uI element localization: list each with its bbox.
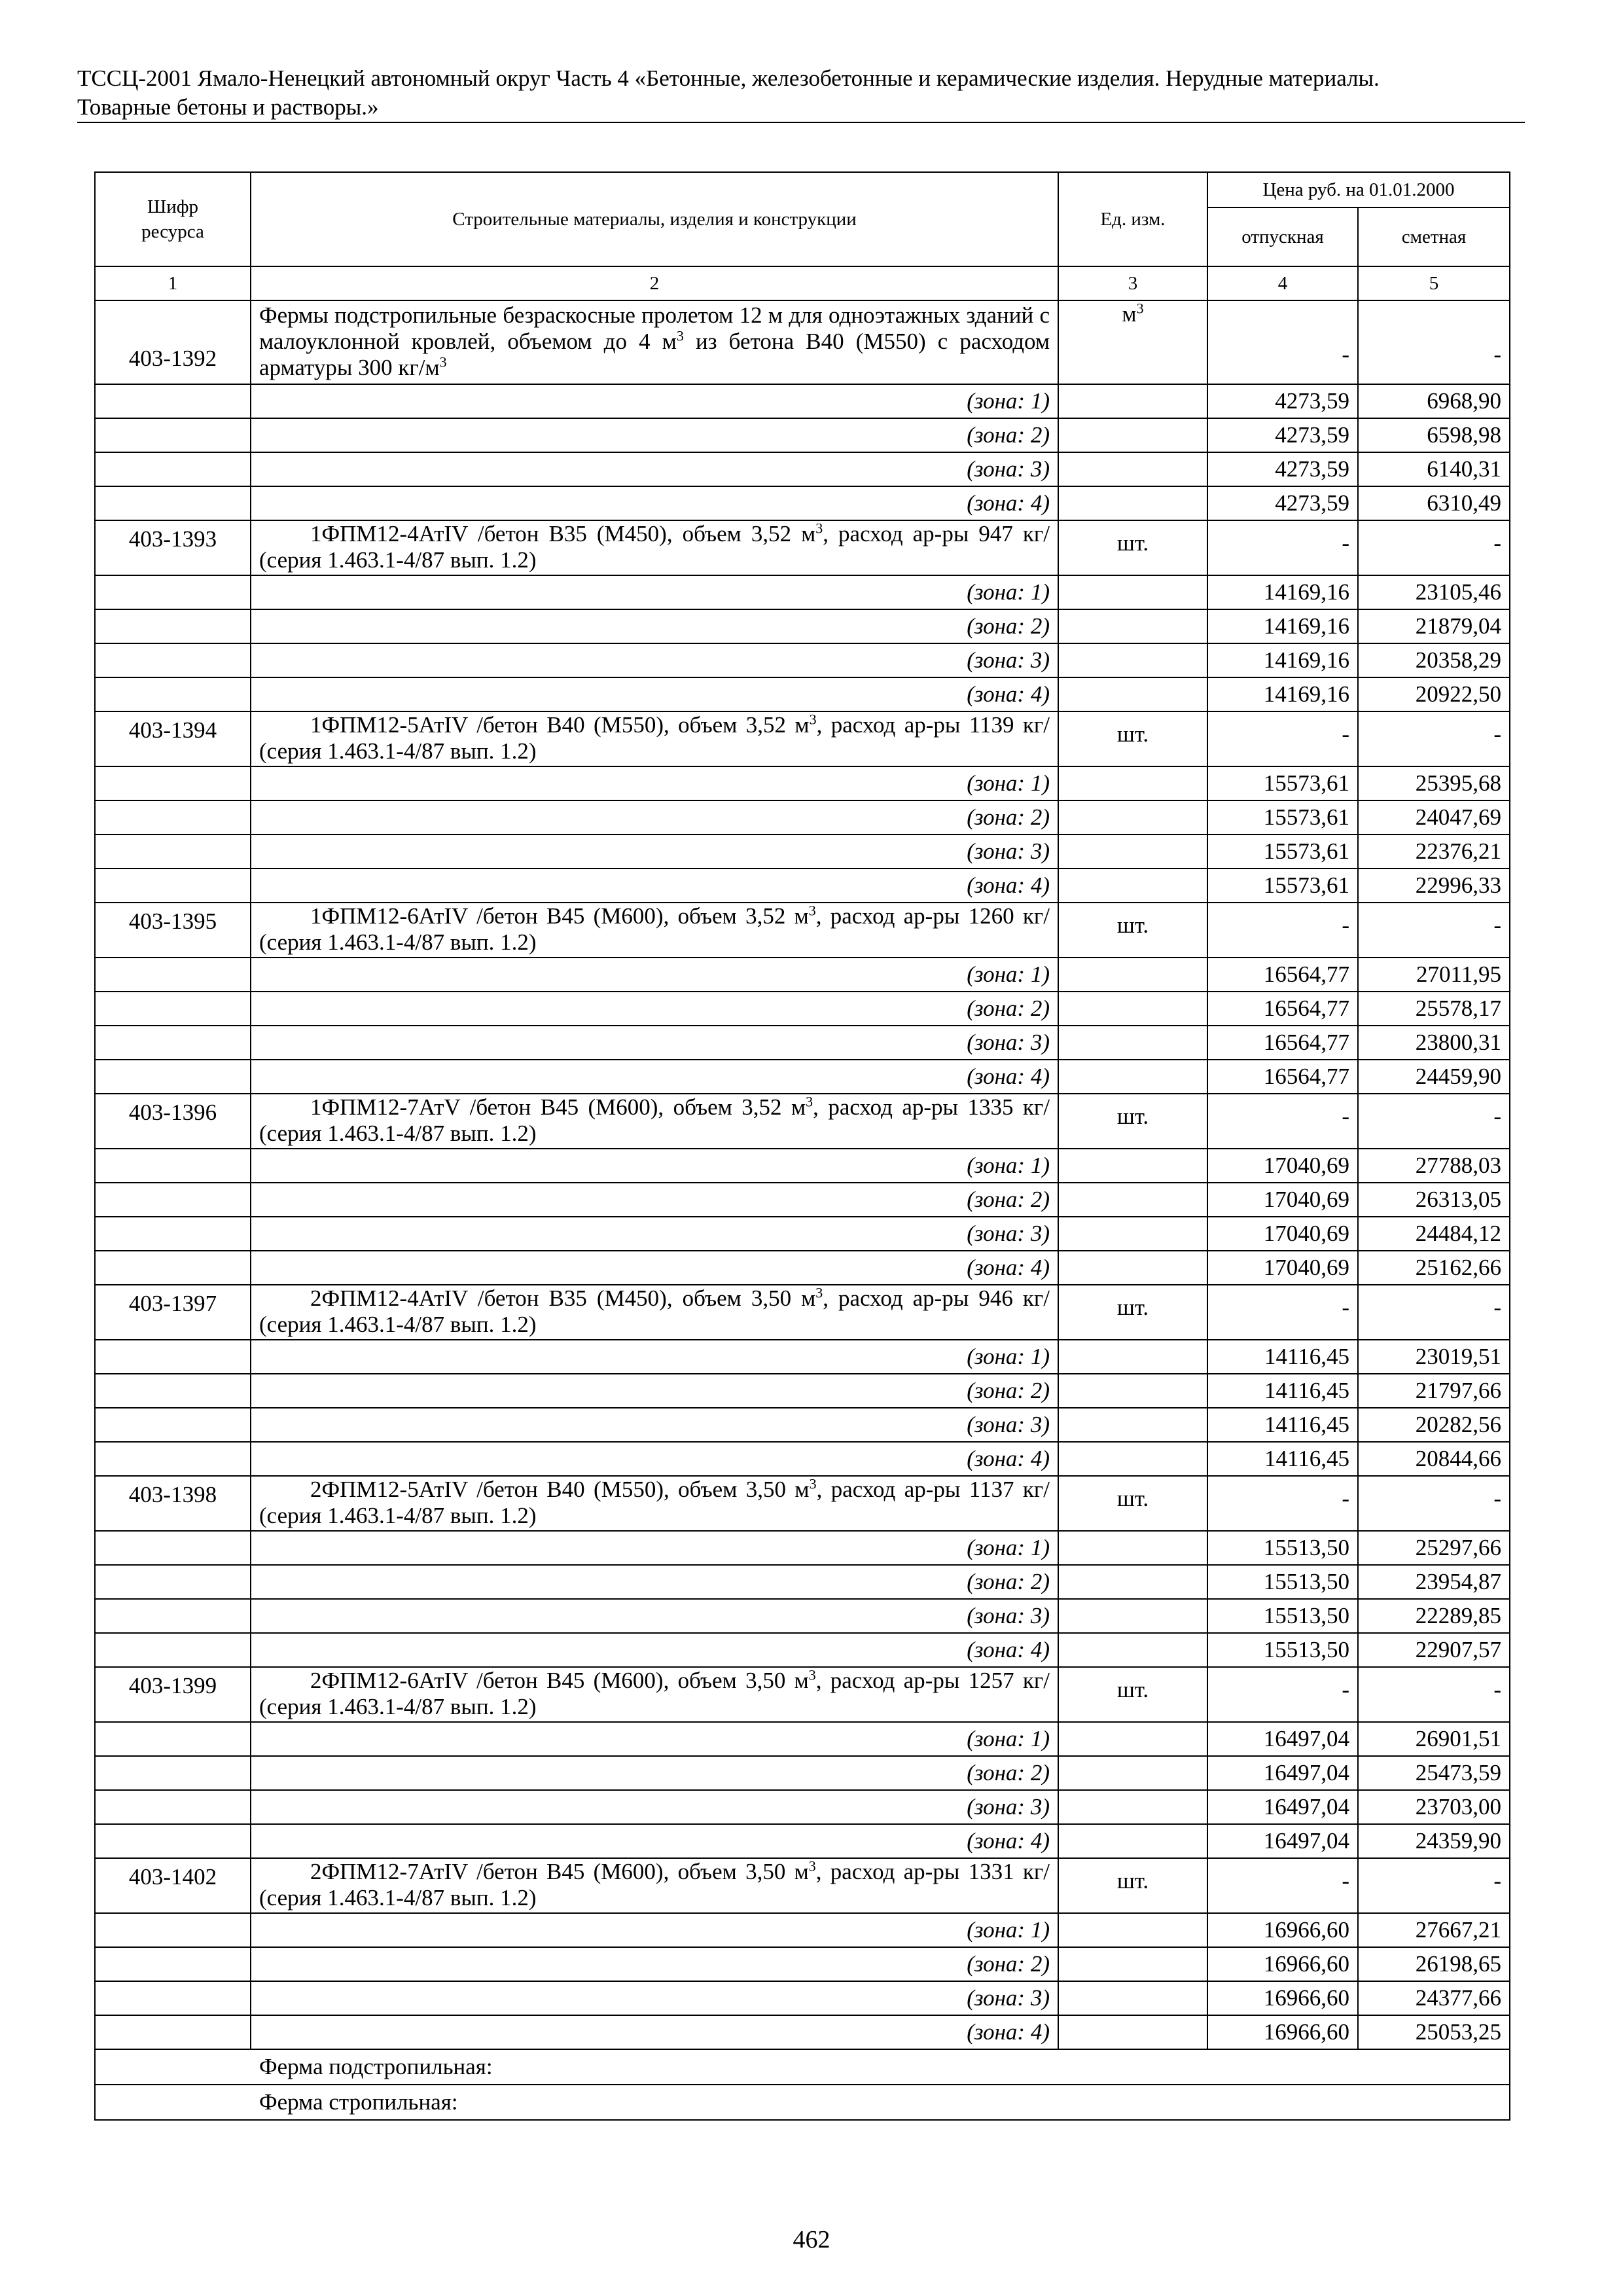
estimate-price: 26313,05	[1358, 1183, 1510, 1217]
item-unit: шт.	[1058, 1476, 1207, 1531]
item-sup: 3	[806, 1093, 813, 1110]
release-price: -	[1207, 1858, 1358, 1913]
zone-label: (зона: 3)	[251, 1217, 1058, 1251]
estimate-price: 6598,98	[1358, 418, 1510, 452]
release-price: 14169,16	[1207, 643, 1358, 677]
zone-label: (зона: 2)	[251, 1756, 1058, 1790]
table-row	[95, 1285, 1510, 1340]
zone-row	[95, 1599, 1510, 1633]
table-row	[95, 1094, 1510, 1149]
estimate-price: 22376,21	[1358, 834, 1510, 869]
release-price: 17040,69	[1207, 1183, 1358, 1217]
zone-label: (зона: 3)	[251, 1599, 1058, 1633]
release-price: 16497,04	[1207, 1824, 1358, 1858]
estimate-price: 25297,66	[1358, 1531, 1510, 1565]
release-price: 16497,04	[1207, 1756, 1358, 1790]
item-text: 1ФПМ12-5АтIV /бетон В40 (М550), объем 3,52 м	[310, 712, 810, 738]
estimate-price: 24377,66	[1358, 1981, 1510, 2015]
group-heading-text: Ферма стропильная:	[259, 2089, 458, 2115]
release-price: 15513,50	[1207, 1531, 1358, 1565]
running-header-line-2: Товарные бетоны и растворы.»	[77, 94, 379, 120]
col-number-2: 2	[251, 266, 1058, 300]
item-sup: 3	[808, 1857, 816, 1874]
item-text: , расход ар-ры 1139 кг/ (серия 1.463.1-4/87 вып. 1.2)	[259, 712, 1050, 764]
item-text: 1ФПМ12-4АтIV /бетон В35 (М450), объем 3,52 м	[310, 521, 816, 547]
item-unit: шт.	[1058, 520, 1207, 575]
zone-row	[95, 766, 1510, 800]
item-text: Фермы подстропильные безраскосные пролетом 12 м для одноэтажных зданий с малоуклонной кровлей, объемом до 4 м	[259, 302, 1050, 354]
estimate-price: 25395,68	[1358, 766, 1510, 800]
estimate-price: -	[1358, 1476, 1510, 1531]
zone-label: (зона: 4)	[251, 869, 1058, 903]
zone-row	[95, 1408, 1510, 1442]
release-price: 15573,61	[1207, 766, 1358, 800]
estimate-price: 27011,95	[1358, 958, 1510, 992]
zone-label: (зона: 4)	[251, 2015, 1058, 2049]
item-unit: шт.	[1058, 903, 1207, 958]
estimate-price: 24484,12	[1358, 1217, 1510, 1251]
item-unit-text: м	[1122, 301, 1137, 327]
table-row	[95, 1476, 1510, 1531]
item-sup: 3	[815, 1284, 823, 1301]
estimate-price: 27667,21	[1358, 1913, 1510, 1947]
col-number-4: 4	[1207, 266, 1358, 300]
item-text: 2ФПМ12-6АтIV /бетон В45 (М600), объем 3,50 м	[310, 1668, 809, 1693]
zone-label: (зона: 4)	[251, 486, 1058, 520]
zone-label: (зона: 4)	[251, 677, 1058, 711]
zone-row	[95, 1947, 1510, 1981]
item-unit: шт.	[1058, 1094, 1207, 1149]
zone-label: (зона: 3)	[251, 1790, 1058, 1824]
release-price: -	[1207, 711, 1358, 766]
release-price: 16564,77	[1207, 1026, 1358, 1060]
release-price: -	[1207, 1667, 1358, 1722]
group-heading-row	[95, 2049, 1510, 2085]
zone-label: (зона: 2)	[251, 800, 1058, 834]
table-row	[95, 903, 1510, 958]
zone-row	[95, 1340, 1510, 1374]
zone-label: (зона: 1)	[251, 766, 1058, 800]
item-text: , расход ар-ры 1331 кг/ (серия 1.463.1-4/87 вып. 1.2)	[259, 1859, 1050, 1910]
item-text: , расход ар-ры 947 кг/ (серия 1.463.1-4/87 вып. 1.2)	[259, 521, 1050, 573]
item-text: , расход ар-ры 1137 кг/ (серия 1.463.1-4/87 вып. 1.2)	[259, 1477, 1050, 1528]
estimate-price: 25053,25	[1358, 2015, 1510, 2049]
release-price: -	[1207, 300, 1358, 384]
estimate-price: 23703,00	[1358, 1790, 1510, 1824]
item-sup: 3	[808, 1666, 816, 1683]
zone-row	[95, 800, 1510, 834]
zone-label: (зона: 4)	[251, 1442, 1058, 1476]
zone-label: (зона: 2)	[251, 418, 1058, 452]
item-description	[251, 903, 1058, 958]
zone-label: (зона: 4)	[251, 1251, 1058, 1285]
item-text: 2ФПМ12-7АтIV /бетон В45 (М600), объем 3,50 м	[310, 1859, 809, 1884]
release-price: -	[1207, 520, 1358, 575]
release-price: 14169,16	[1207, 575, 1358, 609]
estimate-price: -	[1358, 300, 1510, 384]
release-price: 16564,77	[1207, 958, 1358, 992]
zone-row	[95, 1913, 1510, 1947]
col-number-1: 1	[95, 266, 251, 300]
item-text: 1ФПМ12-7АтV /бетон В45 (М600), объем 3,52 м	[310, 1094, 806, 1120]
release-price: 14169,16	[1207, 609, 1358, 643]
resource-code: 403-1397	[95, 1285, 251, 1340]
estimate-price: 22289,85	[1358, 1599, 1510, 1633]
zone-row	[95, 1183, 1510, 1217]
zone-row	[95, 1251, 1510, 1285]
zone-row	[95, 2015, 1510, 2049]
estimate-price: 24359,90	[1358, 1824, 1510, 1858]
item-description-text	[259, 521, 1050, 573]
resource-code: 403-1399	[95, 1667, 251, 1722]
item-description	[251, 711, 1058, 766]
group-heading	[95, 2049, 1510, 2085]
resource-code: 403-1402	[95, 1858, 251, 1913]
item-sup: 3	[676, 327, 684, 344]
col-header-code: Шифр ресурса	[95, 172, 251, 266]
estimate-price: 20282,56	[1358, 1408, 1510, 1442]
estimate-price: 25162,66	[1358, 1251, 1510, 1285]
release-price: -	[1207, 1476, 1358, 1531]
item-description-text	[259, 712, 1050, 764]
item-description	[251, 520, 1058, 575]
zone-row	[95, 1026, 1510, 1060]
release-price: 14116,45	[1207, 1408, 1358, 1442]
group-heading-text: Ферма подстропильная:	[259, 2054, 493, 2079]
item-unit: шт.	[1058, 1285, 1207, 1340]
item-description	[251, 1858, 1058, 1913]
estimate-price: 24047,69	[1358, 800, 1510, 834]
zone-row	[95, 1824, 1510, 1858]
resource-code: 403-1393	[95, 520, 251, 575]
item-description	[251, 1476, 1058, 1531]
table-body	[95, 300, 1510, 2120]
zone-label: (зона: 1)	[251, 1913, 1058, 1947]
zone-label: (зона: 2)	[251, 1183, 1058, 1217]
release-price: 14169,16	[1207, 677, 1358, 711]
zone-label: (зона: 2)	[251, 1947, 1058, 1981]
estimate-price: -	[1358, 903, 1510, 958]
running-header-line-1: ТССЦ-2001 Ямало-Ненецкий автономный округ Часть 4 «Бетонные, железобетонные и керамические изделия. Нерудные материалы.	[77, 65, 1380, 91]
estimate-price: 6968,90	[1358, 384, 1510, 418]
zone-row	[95, 1217, 1510, 1251]
table-row	[95, 711, 1510, 766]
estimate-price: 20844,66	[1358, 1442, 1510, 1476]
zone-label: (зона: 2)	[251, 1374, 1058, 1408]
zone-label: (зона: 3)	[251, 834, 1058, 869]
estimate-price: -	[1358, 1094, 1510, 1149]
zone-row	[95, 1790, 1510, 1824]
estimate-price: 23105,46	[1358, 575, 1510, 609]
release-price: 15573,61	[1207, 834, 1358, 869]
estimate-price: 6310,49	[1358, 486, 1510, 520]
release-price: 16564,77	[1207, 1060, 1358, 1094]
release-price: 17040,69	[1207, 1149, 1358, 1183]
release-price: 15513,50	[1207, 1599, 1358, 1633]
zone-row	[95, 1374, 1510, 1408]
estimate-price: -	[1358, 1858, 1510, 1913]
zone-label: (зона: 3)	[251, 1026, 1058, 1060]
release-price: 4273,59	[1207, 452, 1358, 486]
item-text: 2ФПМ12-4АтIV /бетон В35 (М450), объем 3,50 м	[310, 1285, 816, 1311]
zone-label: (зона: 2)	[251, 1565, 1058, 1599]
zone-row	[95, 1060, 1510, 1094]
zone-row	[95, 1565, 1510, 1599]
item-unit	[1058, 300, 1207, 384]
release-price: 17040,69	[1207, 1251, 1358, 1285]
zone-row	[95, 1531, 1510, 1565]
table-row	[95, 1858, 1510, 1913]
estimate-price: 25578,17	[1358, 992, 1510, 1026]
zone-label: (зона: 1)	[251, 958, 1058, 992]
item-description	[251, 1094, 1058, 1149]
zone-row	[95, 1722, 1510, 1756]
item-unit: шт.	[1058, 1858, 1207, 1913]
release-price: -	[1207, 1094, 1358, 1149]
resource-code: 403-1394	[95, 711, 251, 766]
release-price: 16497,04	[1207, 1722, 1358, 1756]
item-text: , расход ар-ры 946 кг/ (серия 1.463.1-4/87 вып. 1.2)	[259, 1285, 1050, 1337]
estimate-price: 6140,31	[1358, 452, 1510, 486]
item-sup: 3	[808, 902, 816, 919]
item-description-text	[259, 1477, 1050, 1529]
zone-row	[95, 1633, 1510, 1667]
item-sup: 3	[809, 1475, 817, 1492]
item-description	[251, 1285, 1058, 1340]
release-price: 17040,69	[1207, 1217, 1358, 1251]
release-price: 14116,45	[1207, 1340, 1358, 1374]
zone-row	[95, 384, 1510, 418]
release-price: 14116,45	[1207, 1442, 1358, 1476]
release-price: 4273,59	[1207, 486, 1358, 520]
resource-code: 403-1392	[95, 300, 251, 384]
running-header	[77, 64, 1497, 122]
zone-row	[95, 643, 1510, 677]
zone-row	[95, 452, 1510, 486]
estimate-price: 23800,31	[1358, 1026, 1510, 1060]
release-price: 15513,50	[1207, 1565, 1358, 1599]
item-sup: 3	[809, 711, 817, 728]
item-unit: шт.	[1058, 1667, 1207, 1722]
zone-label: (зона: 4)	[251, 1633, 1058, 1667]
estimate-price: 23954,87	[1358, 1565, 1510, 1599]
item-text: , расход ар-ры 1335 кг/ (серия 1.463.1-4/87 вып. 1.2)	[259, 1094, 1050, 1146]
item-unit: шт.	[1058, 711, 1207, 766]
estimate-price: 23019,51	[1358, 1340, 1510, 1374]
release-price: -	[1207, 903, 1358, 958]
zone-label: (зона: 4)	[251, 1060, 1058, 1094]
header-rule	[77, 122, 1525, 123]
estimate-price: -	[1358, 1667, 1510, 1722]
zone-row	[95, 958, 1510, 992]
zone-row	[95, 1756, 1510, 1790]
release-price: 16966,60	[1207, 1913, 1358, 1947]
col-header-estimate: сметная	[1358, 207, 1510, 266]
release-price: 16966,60	[1207, 1981, 1358, 2015]
zone-row	[95, 418, 1510, 452]
zone-row	[95, 1981, 1510, 2015]
estimate-price: 25473,59	[1358, 1756, 1510, 1790]
col-number-3: 3	[1058, 266, 1207, 300]
col-header-price: Цена руб. на 01.01.2000	[1207, 172, 1510, 207]
zone-row	[95, 677, 1510, 711]
item-description-text	[259, 1285, 1050, 1338]
zone-label: (зона: 1)	[251, 1340, 1058, 1374]
release-price: -	[1207, 1285, 1358, 1340]
item-text: , расход ар-ры 1257 кг/ (серия 1.463.1-4/87 вып. 1.2)	[259, 1668, 1050, 1719]
estimate-price: 20922,50	[1358, 677, 1510, 711]
estimate-price: -	[1358, 520, 1510, 575]
zone-label: (зона: 3)	[251, 643, 1058, 677]
estimate-price: -	[1358, 711, 1510, 766]
item-text: 1ФПМ12-6АтIV /бетон В45 (М600), объем 3,52 м	[310, 903, 809, 929]
estimate-price: 22996,33	[1358, 869, 1510, 903]
item-sup: 3	[439, 353, 447, 370]
col-number-5: 5	[1358, 266, 1510, 300]
estimate-price: 27788,03	[1358, 1149, 1510, 1183]
price-table	[94, 171, 1510, 2121]
estimate-price: 26198,65	[1358, 1947, 1510, 1981]
group-heading-row	[95, 2085, 1510, 2120]
item-text: из бетона В40 (М550) с расходом арматуры 300 кг/м	[259, 329, 1050, 380]
zone-row	[95, 869, 1510, 903]
zone-label: (зона: 3)	[251, 452, 1058, 486]
zone-row	[95, 1149, 1510, 1183]
zone-label: (зона: 1)	[251, 1149, 1058, 1183]
release-price: 14116,45	[1207, 1374, 1358, 1408]
estimate-price: -	[1358, 1285, 1510, 1340]
estimate-price: 24459,90	[1358, 1060, 1510, 1094]
zone-row	[95, 609, 1510, 643]
zone-row	[95, 992, 1510, 1026]
item-text: , расход ар-ры 1260 кг/ (серия 1.463.1-4/87 вып. 1.2)	[259, 903, 1050, 955]
release-price: 15573,61	[1207, 800, 1358, 834]
zone-label: (зона: 3)	[251, 1981, 1058, 2015]
col-header-release: отпускная	[1207, 207, 1358, 266]
item-description-text	[259, 1859, 1050, 1911]
release-price: 4273,59	[1207, 384, 1358, 418]
zone-label: (зона: 1)	[251, 1531, 1058, 1565]
zone-label: (зона: 4)	[251, 1824, 1058, 1858]
resource-code: 403-1396	[95, 1094, 251, 1149]
release-price: 16966,60	[1207, 2015, 1358, 2049]
release-price: 16564,77	[1207, 992, 1358, 1026]
item-description-text	[259, 903, 1050, 956]
col-header-unit: Ед. изм.	[1058, 172, 1207, 266]
item-description	[251, 1667, 1058, 1722]
zone-row	[95, 575, 1510, 609]
estimate-price: 21879,04	[1358, 609, 1510, 643]
zone-row	[95, 834, 1510, 869]
zone-label: (зона: 1)	[251, 384, 1058, 418]
zone-label: (зона: 2)	[251, 992, 1058, 1026]
release-price: 15573,61	[1207, 869, 1358, 903]
item-text: 2ФПМ12-5АтIV /бетон В40 (М550), объем 3,50 м	[310, 1477, 810, 1502]
table-row	[95, 1667, 1510, 1722]
estimate-price: 22907,57	[1358, 1633, 1510, 1667]
zone-label: (зона: 1)	[251, 575, 1058, 609]
page-number: 462	[793, 2226, 830, 2253]
item-unit-sup: 3	[1136, 300, 1144, 317]
table-row	[95, 520, 1510, 575]
zone-label: (зона: 2)	[251, 609, 1058, 643]
release-price: 4273,59	[1207, 418, 1358, 452]
item-description	[251, 300, 1058, 384]
item-sup: 3	[815, 520, 823, 537]
release-price: 16497,04	[1207, 1790, 1358, 1824]
zone-label: (зона: 1)	[251, 1722, 1058, 1756]
resource-code: 403-1395	[95, 903, 251, 958]
resource-code: 403-1398	[95, 1476, 251, 1531]
item-description-text	[259, 1668, 1050, 1720]
zone-label: (зона: 3)	[251, 1408, 1058, 1442]
release-price: 16966,60	[1207, 1947, 1358, 1981]
table-row	[95, 300, 1510, 384]
estimate-price: 20358,29	[1358, 643, 1510, 677]
group-heading	[95, 2085, 1510, 2120]
release-price: 15513,50	[1207, 1633, 1358, 1667]
estimate-price: 26901,51	[1358, 1722, 1510, 1756]
col-header-name: Строительные материалы, изделия и конструкции	[251, 172, 1058, 266]
zone-row	[95, 1442, 1510, 1476]
zone-row	[95, 486, 1510, 520]
item-description-text	[259, 1094, 1050, 1147]
estimate-price: 21797,66	[1358, 1374, 1510, 1408]
